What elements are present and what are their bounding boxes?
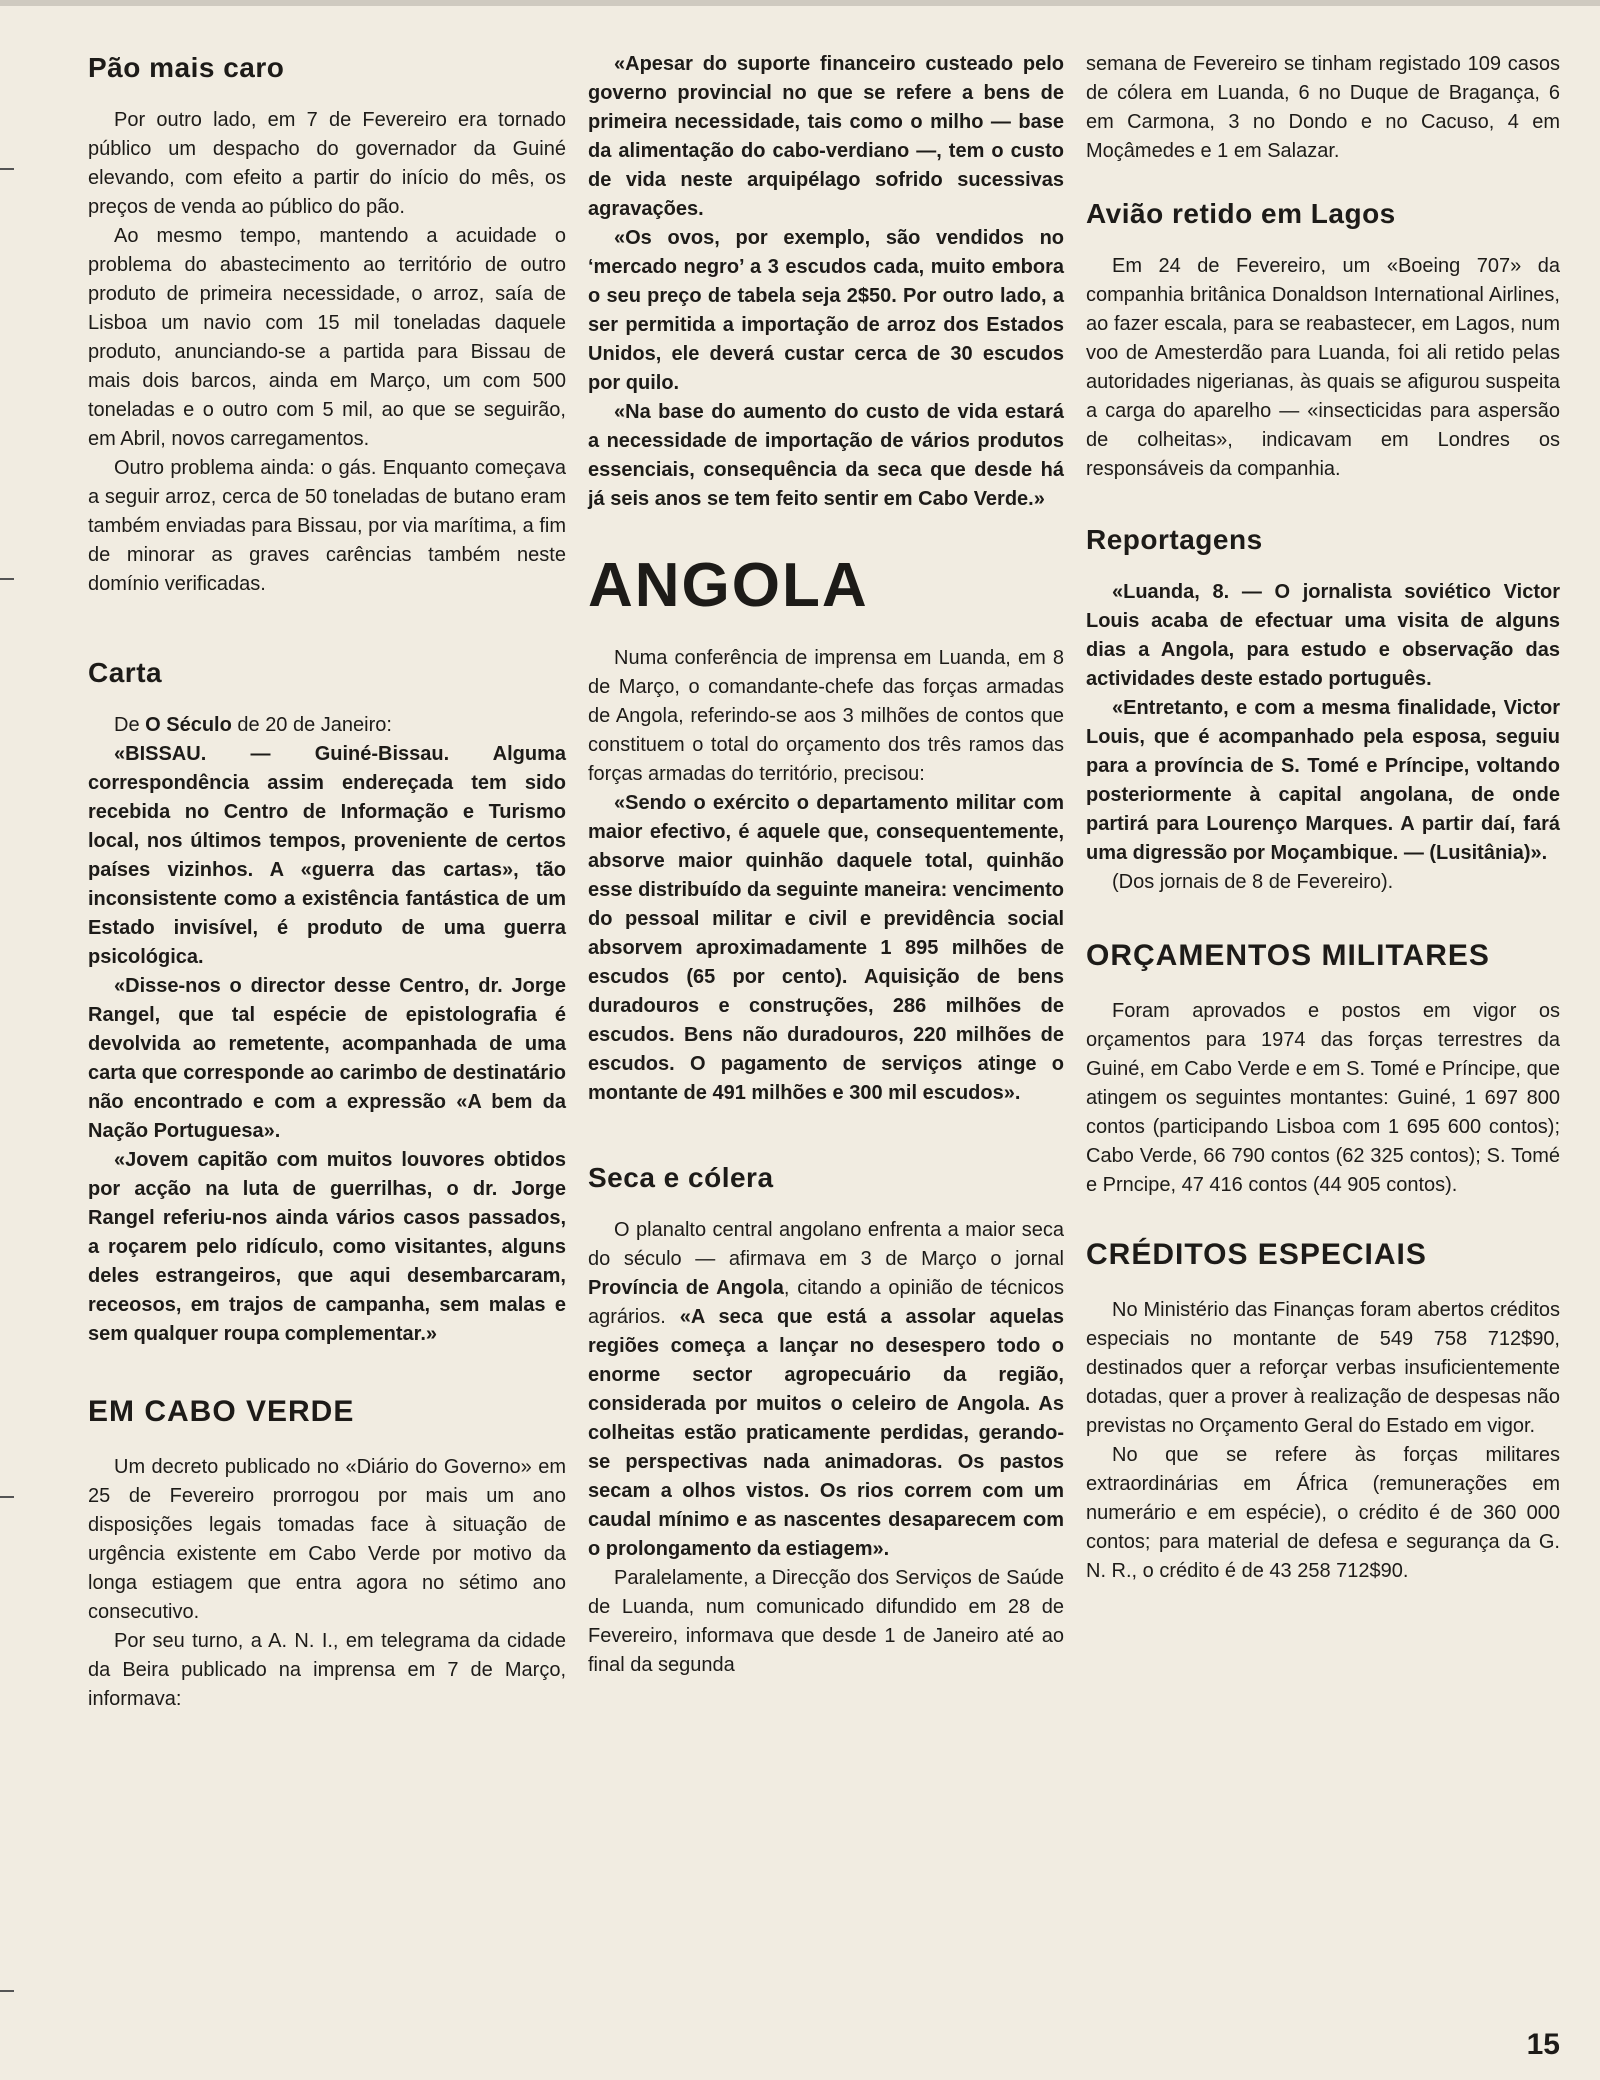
paragraph: No que se refere às forças militares extraordinárias em África (remunerações em numerário e em espécie), o crédito é de 360 000 contos; para material de defesa e segurança da G. N. R., o crédito é de 43 258 712$90. xyxy=(1086,1444,1560,1582)
paragraph: Numa conferência de imprensa em Luanda, em 8 de Março, o comandante-chefe das forças armadas de Angola, referindo-se aos 3 milhões de contos que constituem o total do orçamento dos três ramos das forças armadas do território, precisou: xyxy=(588,647,1064,785)
newspaper-name: Província de Angola xyxy=(588,1277,784,1299)
quote-paragraph: «Apesar do suporte financeiro custeado pelo governo provincial no que se refere a bens de primeira necessidade, tais como o milho — base da alimentação do cabo-verdiano —, tem o custo de vida neste arquipélago sofrido sucessivas agravações. xyxy=(588,53,1064,220)
quote-paragraph: «Disse-nos o director desse Centro, dr. Jorge Rangel, que tal espécie de epistolografia é devolvida ao remetente, acompanhada de uma carta que corresponde ao carimbo de destinatário não encontrado e com a expressão «A bem da Nação Portuguesa». xyxy=(88,975,566,1142)
paragraph: Foram aprovados e postos em vigor os orçamentos para 1974 das forças terrestres da Guiné, em Cabo Verde e em S. Tomé e Príncipe, que atingem os seguintes montantes: Guiné, 1 697 800 contos (participando Lisboa com 1 695 600 contos); Cabo Verde, 66 790 contos (62 325 contos); S. Tomé e Prncipe, 47 416 contos (44 905 contos). xyxy=(1086,1000,1560,1196)
quote-paragraph: «Os ovos, por exemplo, são vendidos no ‘mercado negro’ a 3 escudos cada, muito embora o seu preço de tabela seja 2$50. Por outro lado, a ser permitida a importação de arroz dos Estados Unidos, ele deverá custar cerca de 30 escudos por quilo. xyxy=(588,227,1064,394)
quote-text: «A seca que está a assolar aquelas regiões começa a lançar no desespero todo o enorme sector agropecuário da região, considerada por muitos o celeiro de Angola. As colheitas estão praticamente perdidas, gerando-se perspectivas nada animadoras. Os pastos secam a olhos vistos. Os rios correm com um caudal mínimo e as nascentes desaparecem com o prolongamento da estiagem». xyxy=(588,1306,1064,1560)
quote-paragraph: «Luanda, 8. — O jornalista soviético Victor Louis acaba de efectuar uma visita de alguns dias a Angola, para estudo e observação das actividades deste estado português. xyxy=(1086,581,1560,690)
heading-carta: Carta xyxy=(88,657,163,688)
page-number: 15 xyxy=(1526,2028,1560,2061)
column-1 xyxy=(88,50,566,1714)
paragraph: semana de Fevereiro se tinham registado 109 casos de cólera em Luanda, 6 no Duque de Bragança, 6 em Carmona, 3 no Dondo e no Cacuso, 4 em Moçâmedes e 1 em Salazar. xyxy=(1086,53,1560,162)
heading-em-cabo-verde: EM CABO VERDE xyxy=(88,1395,355,1428)
paragraph: Um decreto publicado no «Diário do Governo» em 25 de Fevereiro prorrogou por mais um ano disposições legais tomadas face à situação de urgência existente em Cabo Verde por motivo da longa estiagem que entra agora no sétimo ano consecutivo. xyxy=(88,1456,566,1623)
heading-reportagens: Reportagens xyxy=(1086,524,1263,555)
heading-seca-e-colera: Seca e cólera xyxy=(588,1162,774,1193)
heading-aviao-retido: Avião retido em Lagos xyxy=(1086,198,1396,229)
margin-mark xyxy=(0,578,14,580)
paragraph: Por outro lado, em 7 de Fevereiro era tornado público um despacho do governador da Guiné elevando, com efeito a partir do início do mês, os preços de venda ao público do pão. xyxy=(88,109,566,218)
paragraph: Por seu turno, a A. N. I., em telegrama da cidade da Beira publicado na imprensa em 7 de Março, informava: xyxy=(88,1630,566,1710)
heading-pao-mais-caro: Pão mais caro xyxy=(88,52,285,83)
heading-creditos-especiais: CRÉDITOS ESPECIAIS xyxy=(1086,1238,1427,1271)
quote-paragraph: «Entretanto, e com a mesma finalidade, Victor Louis, que é acompanhado pela esposa, seguiu para a província de S. Tomé e Príncipe, voltando posteriormente à capital angolana, de onde partirá para Lourenço Marques. A partir daí, fará uma digressão por Moçambique. — (Lusitânia)». xyxy=(1086,697,1560,864)
heading-angola: ANGOLA xyxy=(588,551,869,620)
paragraph: No Ministério das Finanças foram abertos créditos especiais no montante de 549 758 712$90, destinados quer a reforçar verbas insuficientemente dotadas, quer a prover à realização de despesas não previstas no Orçamento Geral do Estado em vigor. xyxy=(1086,1299,1560,1437)
column-3 xyxy=(1086,50,1560,1586)
paragraph: Paralelamente, a Direcção dos Serviços de Saúde de Luanda, num comunicado difundido em 28 de Fevereiro, informava que desde 1 de Janeiro até ao final da segunda xyxy=(588,1567,1064,1676)
paragraph-seca: O planalto central angolano enfrenta a maior seca do século — afirmava em 3 de Março o jornal Província de Angola, citando a opinião de técnicos agrários. «A seca que está a assolar aquelas regiões começa a lançar no desespero todo o enorme sector agropecuário da região, considerada por muitos o celeiro de Angola. As colheitas estão praticamente perdidas, gerando-se perspectivas nada animadoras. Os pastos secam a olhos vistos. Os rios correm com um caudal mínimo e as nascentes desaparecem com o prolongamento da estiagem». xyxy=(588,1219,1064,1560)
paragraph-source: (Dos jornais de 8 de Fevereiro). xyxy=(1112,871,1394,893)
paragraph: Outro problema ainda: o gás. Enquanto começava a seguir arroz, cerca de 50 toneladas de butano eram também enviadas para Bissau, por via marítima, a fim de minorar as graves carências também neste domínio verificadas. xyxy=(88,457,566,595)
quote-paragraph: «Na base do aumento do custo de vida estará a necessidade de importação de vários produtos essenciais, consequência da seca que desde há já seis anos se tem feito sentir em Cabo Verde.» xyxy=(588,401,1064,510)
paragraph: Em 24 de Fevereiro, um «Boeing 707» da companhia britânica Donaldson International Airlines, ao fazer escala, para se reabastecer, em Lagos, num voo de Amesterdão para Luanda, foi ali retido pelas autoridades nigerianas, às quais se afigurou suspeita a carga do aparelho — «insecticidas para aspersão de colheitas», indicavam em Londres os responsáveis da companhia. xyxy=(1086,255,1560,480)
quote-paragraph: «BISSAU. — Guiné-Bissau. Alguma correspondência assim endereçada tem sido recebida no Centro de Informação e Turismo local, nos últimos tempos, proveniente de certos países vizinhos. A «guerra das cartas», tão inconsistente como a existência fantástica de um Estado invisível, é produto de uma guerra psicológica. xyxy=(88,743,566,968)
heading-orcamentos-militares: ORÇAMENTOS MILITARES xyxy=(1086,939,1490,972)
column-2 xyxy=(588,50,1064,1680)
margin-mark xyxy=(0,1990,14,1992)
newspaper-name: O Século xyxy=(145,714,232,736)
quote-paragraph: «Jovem capitão com muitos louvores obtidos por acção na luta de guerrilhas, o dr. Jorge Rangel referiu-nos ainda vários casos passados, a roçarem pelo ridículo, como visitantes, alguns deles estrangeiros, que aqui desembarcaram, receosos, em trajos de campanha, sem malas e sem qualquer roupa complementar.» xyxy=(88,1149,566,1345)
top-border xyxy=(0,0,1600,6)
paragraph-source: De O Século de 20 de Janeiro: xyxy=(114,714,392,736)
margin-mark xyxy=(0,168,14,170)
quote-paragraph: «Sendo o exército o departamento militar com maior efectivo, é aquele que, consequentemente, absorve maior quinhão daquele total, quinhão esse distribuído da seguinte maneira: vencimento do pessoal militar e civil e previdência social absorvem aproximadamente 1 895 milhões de escudos (65 por cento). Aquisição de bens duradouros e construções, 286 milhões de escudos. Bens não duradouros, 220 milhões de escudos. O pagamento de serviços atinge o montante de 491 milhões e 300 mil escudos». xyxy=(588,792,1064,1104)
paragraph: Ao mesmo tempo, mantendo a acuidade o problema do abastecimento ao território de outro produto de primeira necessidade, o arroz, saía de Lisboa um navio com 15 mil toneladas daquele produto, anunciando-se a partida para Bissau de mais dois barcos, ainda em Março, um com 500 toneladas e o outro com 5 mil, ao que se seguirão, em Abril, novos carregamentos. xyxy=(88,225,566,450)
margin-mark xyxy=(0,1496,14,1498)
